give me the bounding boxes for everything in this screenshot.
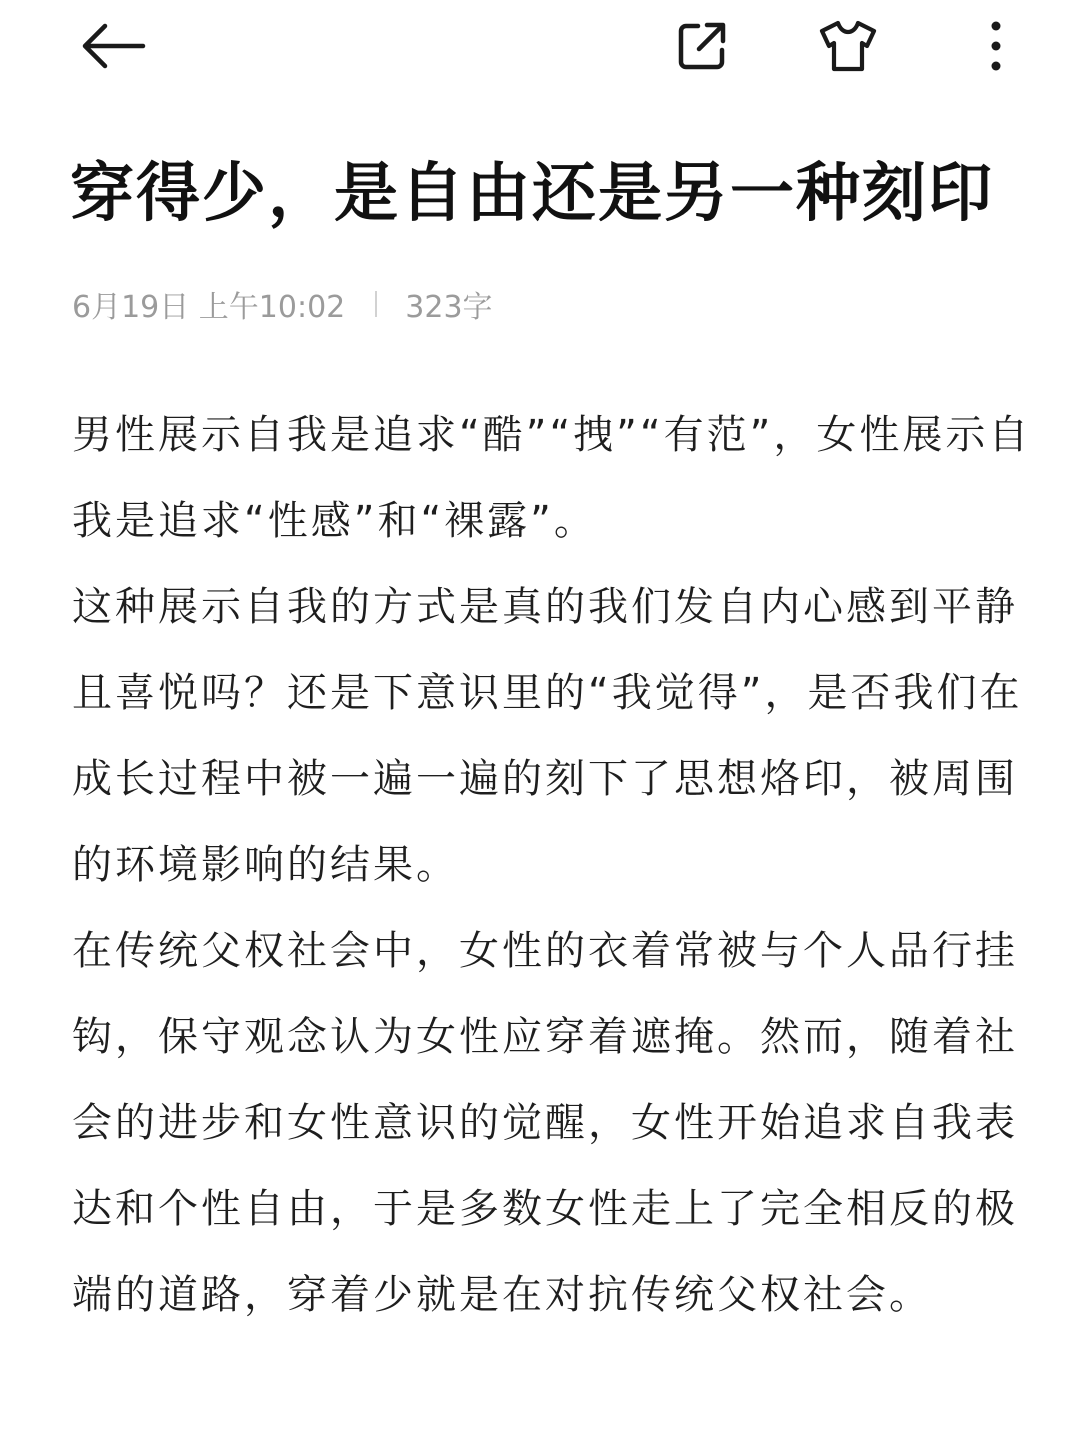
share-icon bbox=[674, 18, 730, 74]
note-body[interactable] bbox=[72, 392, 1032, 1338]
body-paragraph: 男性展示自我是追求“酷”“拽”“有范”，女性展示自我是追求“性感”和“裸露”。 bbox=[72, 412, 1032, 544]
note-title[interactable]: 穿得少，是自由还是另一种刻印 bbox=[70, 157, 994, 231]
back-button[interactable] bbox=[72, 6, 152, 86]
share-button[interactable] bbox=[662, 6, 742, 86]
more-vertical-icon bbox=[986, 18, 1006, 74]
body-paragraph: 在传统父权社会中，女性的衣着常被与个人品行挂钩，保守观念认为女性应穿着遮掩。然而，随着社会的进步和女性意识的觉醒，女性开始追求自我表达和个性自由，于是多数女性走上了完全相反的极端的道路，穿着少就是在对抗传统父权社会。 bbox=[72, 928, 1018, 1318]
top-toolbar bbox=[0, 0, 1080, 100]
theme-skin-button[interactable] bbox=[808, 6, 888, 86]
note-date: 6月19日 上午10:02 bbox=[72, 290, 346, 325]
arrow-left-icon bbox=[77, 21, 147, 71]
tshirt-icon bbox=[816, 18, 880, 74]
meta-divider bbox=[375, 291, 377, 317]
body-paragraph: 这种展示自我的方式是真的我们发自内心感到平静且喜悦吗？还是下意识里的“我觉得”，是否我们在成长过程中被一遍一遍的刻下了思想烙印，被周围的环境影响的结果。 bbox=[72, 584, 1023, 888]
word-count: 323字 bbox=[405, 290, 493, 325]
more-options-button[interactable] bbox=[956, 6, 1036, 86]
note-meta bbox=[72, 282, 493, 326]
